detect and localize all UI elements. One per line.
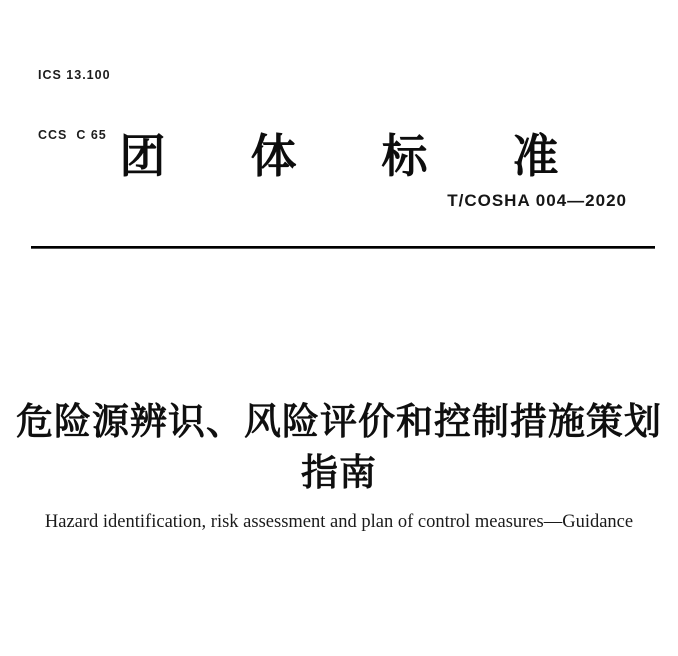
document-title-cn xyxy=(0,396,678,498)
document-title-cn-line2: 指南 xyxy=(301,452,377,493)
ccs-code: CCS C 65 xyxy=(38,128,107,142)
category-title xyxy=(0,120,678,186)
ics-code: ICS 13.100 xyxy=(38,68,111,82)
document-title-en: Hazard identification, risk assessment and plan of control measures—Guidance xyxy=(44,512,634,532)
header-divider-line xyxy=(31,246,655,249)
standard-number: T/COSHA 004—2020 xyxy=(447,191,627,210)
document-title-cn-line1: 危险源辨识、风险评价和控制措施策划 xyxy=(16,401,662,442)
category-title-text: 团体标准 xyxy=(119,130,644,182)
